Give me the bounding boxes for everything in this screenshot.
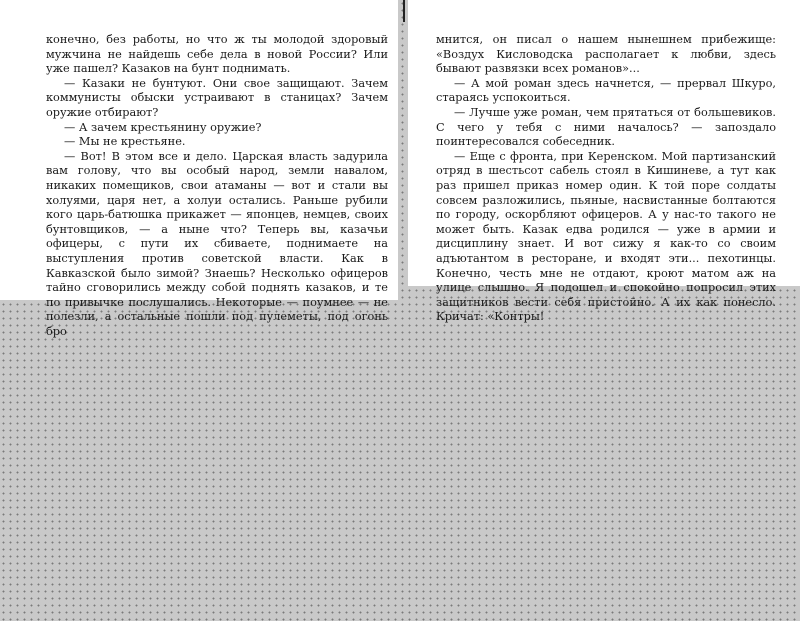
- book-spine: [403, 0, 405, 22]
- paragraph: — Вот! В этом все и дело. Царская власть задурила вам голову, что вы особый народ, земли навалом, никаких помещиков, свои атаманы — вот и стали вы холуями, царя нет, а холуи остались. Раньше рубили кого царь-батюшка прикажет — японцев, немцев, своих бунтовщиков, — а ныне что? Теперь вы, казачьи офицеры, с пути их сбиваете, поднимаете на выступления против советской власти. Как в Кавказской было зимой? Знаешь? Несколько офицеров тайно сговорились между собой поднять казаков, и те по привычке послушались. Некоторые — поумнее — не полезли, а остальные пошли под пулеметы, под огонь бро: [46, 149, 388, 338]
- paragraph: — Мы не крестьяне.: [64, 135, 186, 149]
- paragraph: — Еще с фронта, при Керенском. Мой партизанский отряд в шестьсот сабель стоял в Кишиневе, а тут как раз пришел приказ номер один. К той поре солдаты совсем разложились, пьяные, насвистанные болтаются по городу, оскорбляют офицеров. А у нас-то такого не может быть. Казак едва родился — уже в армии и дисциплину знает. И вот сижу я как-то со своим адъютантом в ресторане, и входят эти... пехотинцы. Конечно, честь мне не отдают, кроют матом аж на улице слышно. Я подошел и спокойно попросил этих защитников вести себя пристойно. А их как понесло. Кричат: «Контры!: [436, 149, 776, 324]
- paragraph: — А мой роман здесь начнется, — прервал Шкуро, стараясь успокоиться.: [436, 76, 776, 105]
- right-page: [408, 0, 800, 324]
- paragraph: мнится, он писал о нашем нынешнем прибежище: «Воздух Кисловодска располагает к любви, здесь бывают развязки всех романов»...: [436, 33, 776, 76]
- paragraph: — Казаки не бунтуют. Они свое защищают. Зачем коммунисты обыски устраивают в станицах? Зачем оружие отбирают?: [46, 76, 388, 119]
- paragraph: — Лучше уже роман, чем прятаться от большевиков. С чего у тебя с ними началось? — запоздало поинтересовался собеседник.: [436, 105, 776, 149]
- paragraph: конечно, без работы, но что ж ты молодой здоровый мужчина не найдешь себе дела в новой России? Или уже пашел? Казаков на бунт поднимать.: [46, 33, 388, 76]
- left-page: [0, 0, 398, 338]
- paragraph: — А зачем крестьянину оружие?: [64, 120, 262, 134]
